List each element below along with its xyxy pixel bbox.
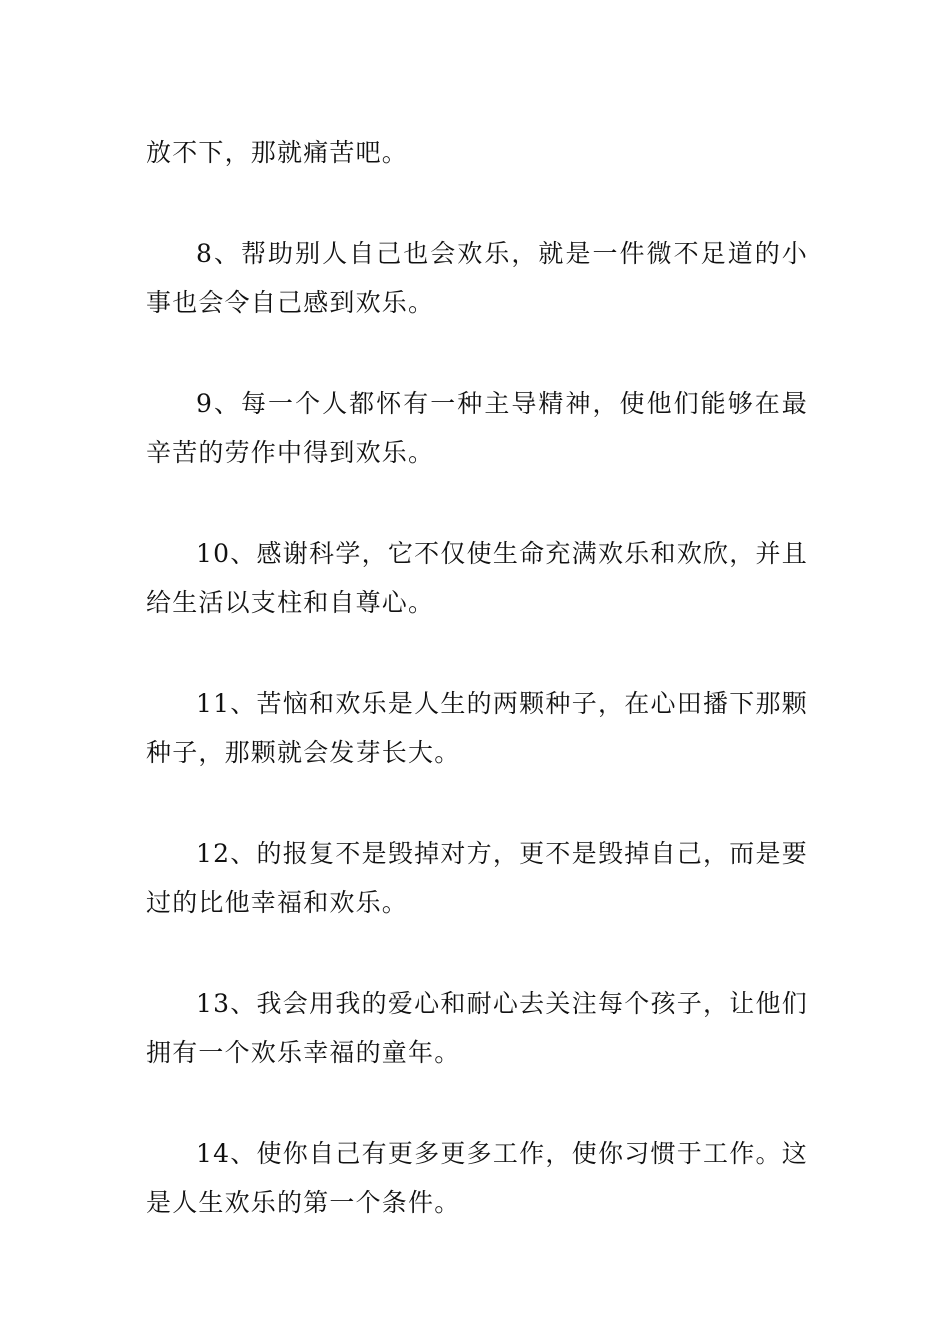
quote-item-11: 11、苦恼和欢乐是人生的两颗种子，在心田播下那颗种子，那颗就会发芽长大。	[146, 689, 808, 767]
quote-item-13: 13、我会用我的爱心和耐心去关注每个孩子，让他们拥有一个欢乐幸福的童年。	[146, 989, 808, 1067]
document-body	[146, 128, 808, 1227]
quote-item-12: 12、的报复不是毁掉对方，更不是毁掉自己，而是要过的比他幸福和欢乐。	[146, 839, 808, 917]
quote-item-9: 9、每一个人都怀有一种主导精神，使他们能够在最辛苦的劳作中得到欢乐。	[146, 389, 808, 467]
quote-item-8: 8、帮助别人自己也会欢乐，就是一件微不足道的小事也会令自己感到欢乐。	[146, 239, 808, 317]
paragraph-continuation: 放不下，那就痛苦吧。	[146, 138, 409, 167]
quote-item-14: 14、使你自己有更多更多工作，使你习惯于工作。这是人生欢乐的第一个条件。	[146, 1139, 808, 1217]
quote-item-10: 10、感谢科学，它不仅使生命充满欢乐和欢欣，并且给生活以支柱和自尊心。	[146, 539, 808, 617]
